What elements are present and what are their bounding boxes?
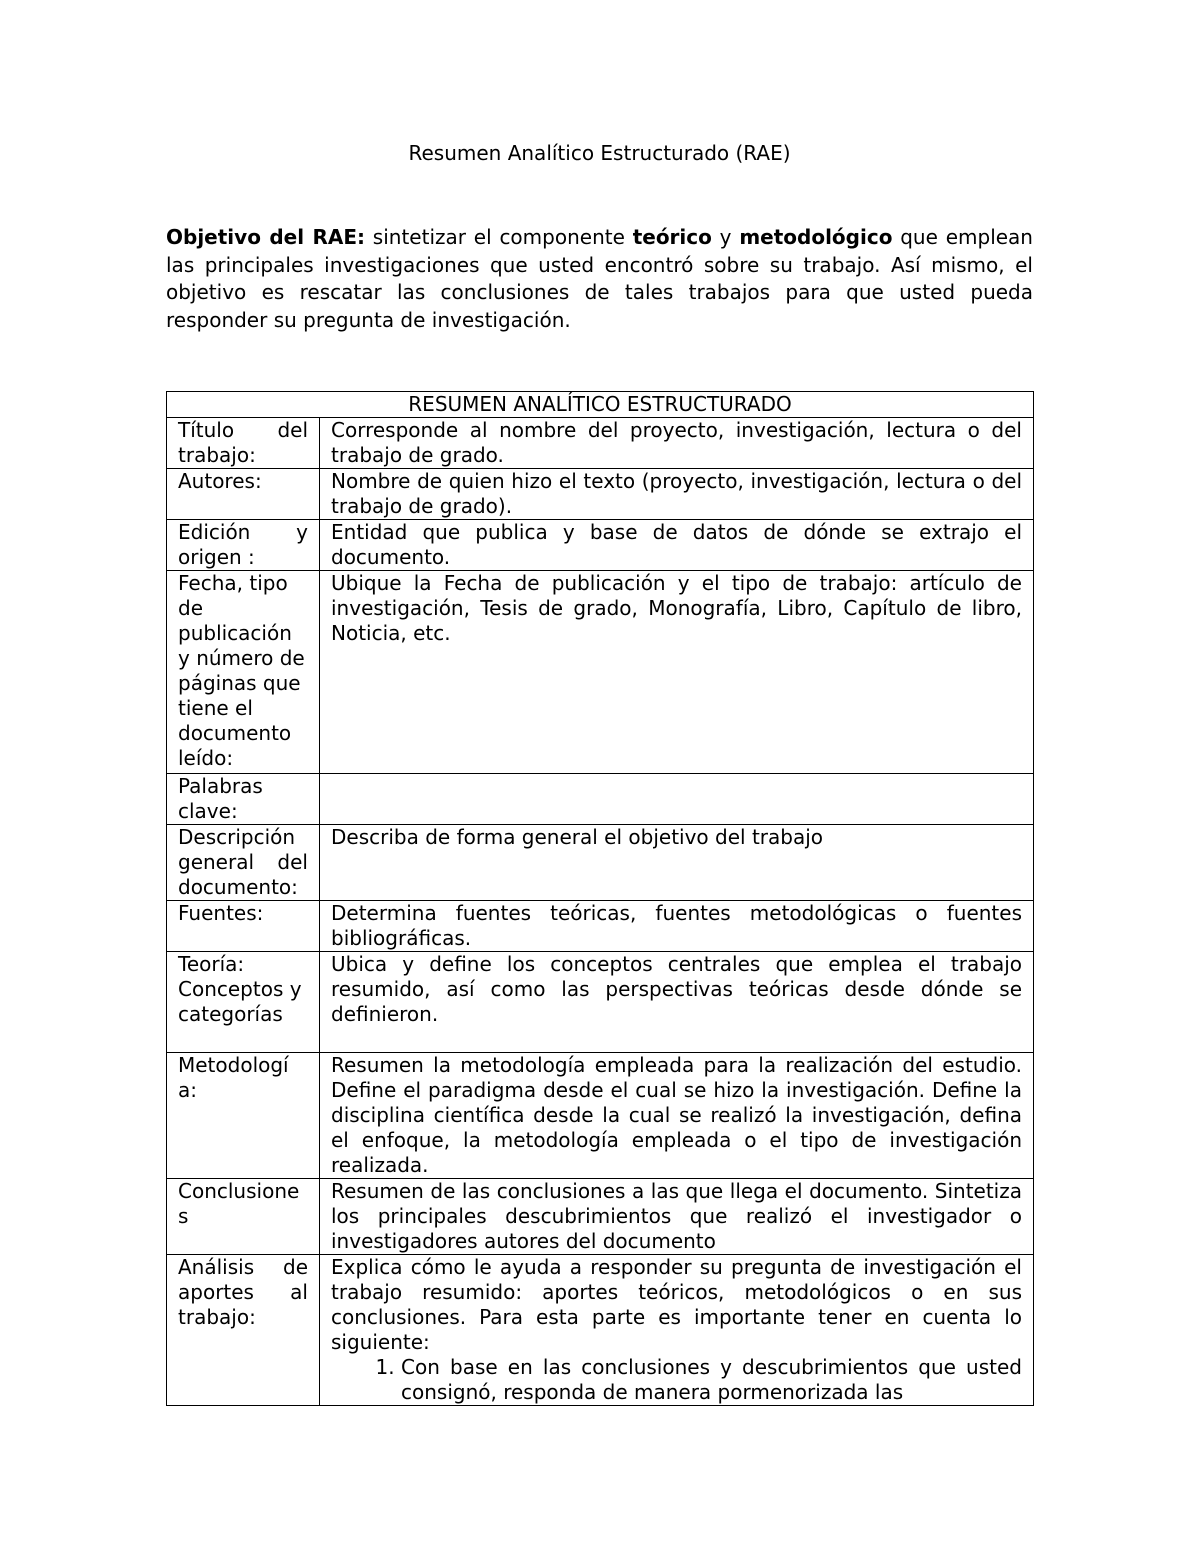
- objective-text-3: que emplean las principales investigaciones que usted encontró sobre su trabajo. Así mismo, el objetivo es rescatar las conclusiones de tales trabajos para que usted pueda responder su pregunta de investigación.: [166, 225, 1033, 332]
- row-label-descripcion: Descripción general del documento:: [167, 825, 320, 901]
- row-content-edicion: Entidad que publica y base de datos de dónde se extrajo el documento.: [320, 520, 1034, 571]
- table-header: RESUMEN ANALÍTICO ESTRUCTURADO: [167, 392, 1034, 418]
- objective-paragraph: [166, 224, 1033, 334]
- row-content-analisis: [320, 1255, 1034, 1406]
- rae-table: [166, 391, 1034, 1406]
- row-label-conclusiones: Conclusione s: [167, 1179, 320, 1255]
- objective-label: Objetivo del RAE:: [166, 225, 366, 249]
- row-content-fecha: Ubique la Fecha de publicación y el tipo de trabajo: artículo de investigación, Tesis de grado, Monografía, Libro, Capítulo de libro, Noticia, etc.: [320, 571, 1034, 774]
- row-content-palabras-clave: [320, 774, 1034, 825]
- analisis-intro: Explica cómo le ayuda a responder su pregunta de investigación el trabajo resumido: aportes teóricos, metodológicos o en sus conclusiones. Para esta parte es importante tener en cuenta lo siguiente:: [331, 1255, 1022, 1354]
- row-content-descripcion: Describa de forma general el objetivo del trabajo: [320, 825, 1034, 901]
- document-title: Resumen Analítico Estructurado (RAE): [408, 141, 791, 165]
- row-label-autores: Autores:: [167, 469, 320, 520]
- objective-bold-teorico: teórico: [632, 225, 712, 249]
- objective-bold-metodologico: metodológico: [739, 225, 893, 249]
- table-row: [167, 952, 1034, 1053]
- row-content-autores: Nombre de quien hizo el texto (proyecto, investigación, lectura o del trabajo de grado).: [320, 469, 1034, 520]
- row-label-fecha: Fecha, tipo de publicación y número de páginas que tiene el documento leído:: [167, 571, 320, 774]
- table-row: [167, 825, 1034, 901]
- table-row: [167, 520, 1034, 571]
- table-row: [167, 418, 1034, 469]
- objective-text-1: sintetizar el componente: [365, 225, 633, 249]
- row-label-teoria: Teoría: Conceptos y categorías: [167, 952, 320, 1053]
- row-content-metodologia: Resumen la metodología empleada para la realización del estudio. Define el paradigma desde el cual se hizo la investigación. Define la disciplina científica desde la cual se realizó la investigación, defina el enfoque, la metodología empleada o el tipo de investigación realizada.: [320, 1053, 1034, 1179]
- table-row: [167, 901, 1034, 952]
- objective-text-2: y: [711, 225, 740, 249]
- row-label-fuentes: Fuentes:: [167, 901, 320, 952]
- list-item: 1. Con base en las conclusiones y descubrimientos que usted consignó, responda de manera pormenorizada las: [401, 1355, 1022, 1405]
- table-row: [167, 1053, 1034, 1179]
- row-label-metodologia: Metodologí a:: [167, 1053, 320, 1179]
- row-label-palabras-clave: Palabras clave:: [167, 774, 320, 825]
- table-header-row: [167, 392, 1034, 418]
- table-row: [167, 774, 1034, 825]
- table-row: [167, 1179, 1034, 1255]
- table-row: [167, 571, 1034, 774]
- row-content-conclusiones: Resumen de las conclusiones a las que llega el documento. Sintetiza los principales descubrimientos que realizó el investigador o investigadores autores del documento: [320, 1179, 1034, 1255]
- row-content-teoria: Ubica y define los conceptos centrales que emplea el trabajo resumido, así como las perspectivas teóricas desde dónde se definieron.: [320, 952, 1034, 1053]
- table-row: [167, 1255, 1034, 1406]
- row-content-titulo: Corresponde al nombre del proyecto, investigación, lectura o del trabajo de grado.: [320, 418, 1034, 469]
- row-content-fuentes: Determina fuentes teóricas, fuentes metodológicas o fuentes bibliográficas.: [320, 901, 1034, 952]
- row-label-titulo: Título del trabajo:: [167, 418, 320, 469]
- analisis-list: [331, 1355, 1022, 1405]
- row-label-edicion: Edición y origen :: [167, 520, 320, 571]
- table-row: [167, 469, 1034, 520]
- row-label-analisis: Análisis de aportes al trabajo:: [167, 1255, 320, 1406]
